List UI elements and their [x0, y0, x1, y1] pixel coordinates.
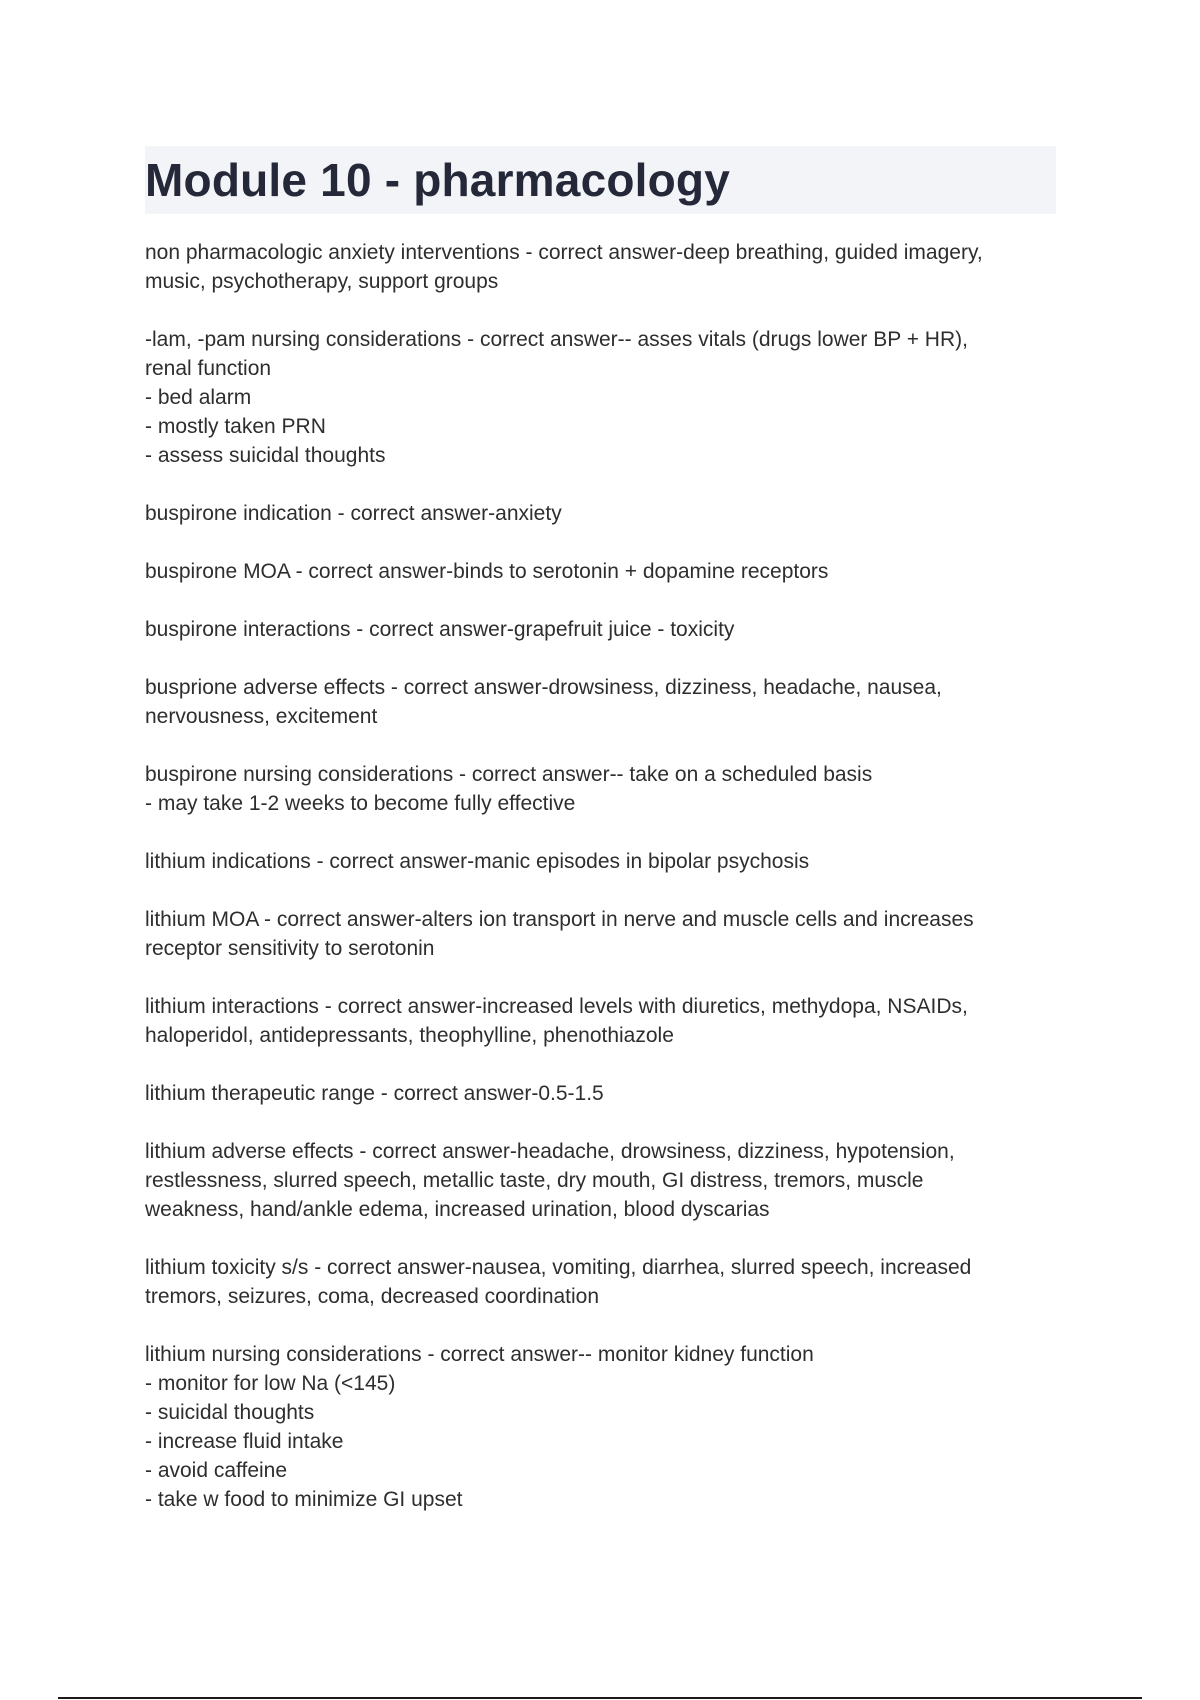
entry-buspirone-nursing: buspirone nursing considerations - correct answer-- take on a scheduled basis - may take 1-2 weeks to become fully effective — [145, 763, 873, 815]
entry-anxiety-interventions: non pharmacologic anxiety interventions - correct answer-deep breathing, guided imagery, music, psychotherapy, support groups — [145, 241, 983, 293]
document-body — [145, 238, 1045, 1543]
entry-lithium-interactions: lithium interactions - correct answer-increased levels with diuretics, methydopa, NSAIDs, haloperidol, antidepressants, theophylline, phenothiazole — [145, 995, 968, 1047]
page-title: Module 10 - pharmacology — [145, 154, 731, 206]
entry-lithium-adverse-effects: lithium adverse effects - correct answer-headache, drowsiness, dizziness, hypotension, restlessness, slurred speech, metallic taste, dry mouth, GI distress, tremors, muscle weakness, hand/ankle edema, increased urination, blood dyscarias — [145, 1140, 955, 1221]
entry-lithium-nursing: lithium nursing considerations - correct answer-- monitor kidney function - monitor for low Na (<145) - suicidal thoughts - increase fluid intake - avoid caffeine - take w food to minimize GI upset — [145, 1343, 814, 1511]
entry-buspirone-adverse-effects: busprione adverse effects - correct answer-drowsiness, dizziness, headache, nausea, nervousness, excitement — [145, 676, 942, 728]
entry-buspirone-indication: buspirone indication - correct answer-anxiety — [145, 502, 562, 525]
footer-divider — [58, 1697, 1142, 1699]
entry-lithium-indications: lithium indications - correct answer-manic episodes in bipolar psychosis — [145, 850, 810, 873]
entry-lam-pam-nursing: -lam, -pam nursing considerations - correct answer-- asses vitals (drugs lower BP + HR), renal function - bed alarm - mostly taken PRN - assess suicidal thoughts — [145, 328, 968, 467]
entry-lithium-therapeutic-range: lithium therapeutic range - correct answer-0.5-1.5 — [145, 1082, 604, 1105]
entry-lithium-toxicity: lithium toxicity s/s - correct answer-nausea, vomiting, diarrhea, slurred speech, increased tremors, seizures, coma, decreased coordination — [145, 1256, 972, 1308]
title-banner — [145, 146, 1056, 214]
entry-buspirone-moa: buspirone MOA - correct answer-binds to serotonin + dopamine receptors — [145, 560, 829, 583]
entry-lithium-moa: lithium MOA - correct answer-alters ion transport in nerve and muscle cells and increases receptor sensitivity to serotonin — [145, 908, 974, 960]
entry-buspirone-interactions: buspirone interactions - correct answer-grapefruit juice - toxicity — [145, 618, 735, 641]
